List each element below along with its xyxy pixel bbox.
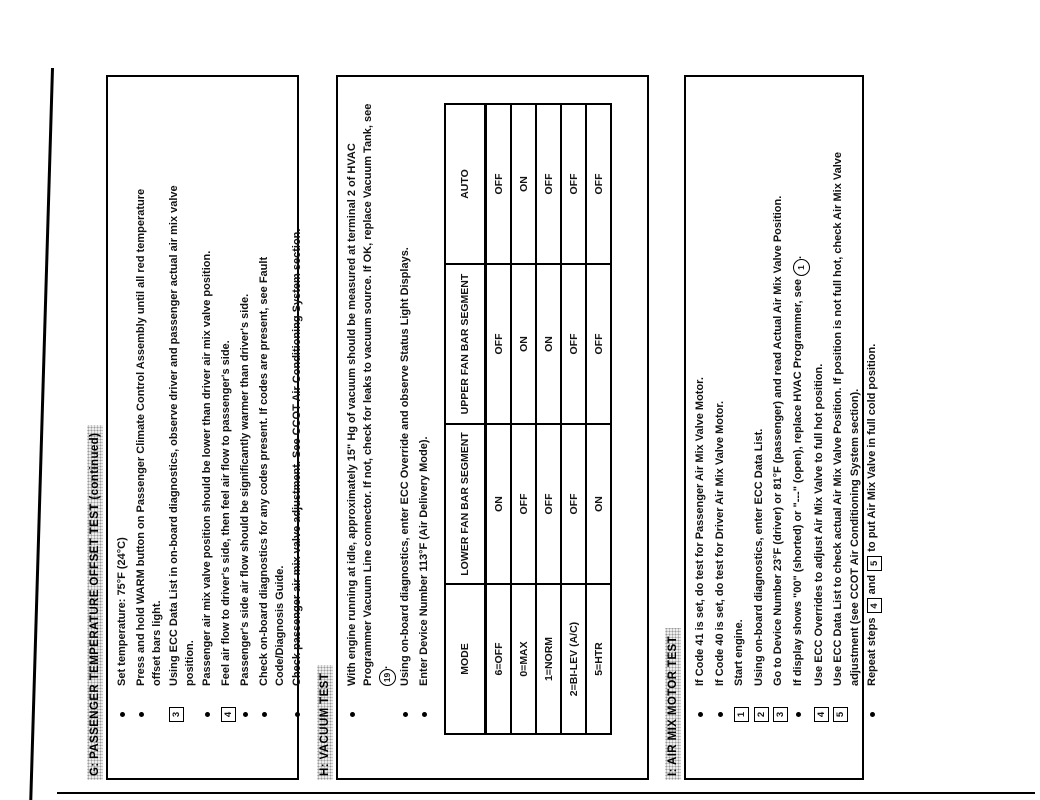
mode-cell: 6=OFF	[486, 584, 512, 734]
upper-cell: OFF	[586, 264, 611, 424]
bullet-icon	[864, 686, 883, 722]
bullet-list	[692, 85, 883, 770]
table-row	[561, 104, 586, 734]
item-text-post: .	[791, 255, 804, 259]
lower-cell: ON	[486, 424, 512, 584]
column-header-auto: AUTO	[445, 104, 486, 264]
step-marker	[830, 686, 863, 722]
section-box	[684, 75, 880, 780]
step-number-badge: 5	[867, 556, 882, 571]
auto-cell: OFF	[486, 104, 512, 264]
mode-cell: 5=HTR	[586, 584, 611, 734]
item-text-mid: and	[866, 571, 878, 598]
step-number-badge: 3	[773, 707, 788, 722]
list-item	[416, 85, 434, 722]
step-number-badge: 3	[169, 707, 184, 722]
item-text: Go to Device Number 23°F (driver) or 81°F (passenger) and read Actual Air Mix Valve Position.	[772, 195, 784, 686]
column-header-mode: MODE	[445, 584, 486, 734]
bullet-icon	[133, 686, 165, 722]
auto-cell: OFF	[586, 104, 611, 264]
item-text: Using on-board diagnostics, enter ECC Data List.	[752, 428, 765, 686]
column-header-lower-fan-bar: LOWER FAN BAR SEGMENT	[445, 424, 486, 584]
page-edge-line-left	[29, 68, 54, 800]
list-item	[166, 85, 198, 722]
list-item	[114, 85, 132, 722]
section-passenger-temperature-offset-test	[85, 70, 303, 780]
bullet-icon	[237, 686, 255, 722]
step-number-badge: 4	[814, 707, 829, 722]
step-number-badge: 4	[221, 707, 236, 722]
bullet-icon	[256, 686, 288, 722]
auto-cell: OFF	[536, 104, 561, 264]
upper-cell: ON	[511, 264, 536, 424]
lower-cell: ON	[586, 424, 611, 584]
item-text: Use ECC Overrides to adjust Air Mix Valve to full hot position.	[812, 363, 825, 686]
list-item	[397, 85, 415, 722]
item-text: Passenger's side air flow should be significantly warmer than driver's side.	[239, 293, 251, 686]
item-text: Using ECC Data List in on-board diagnostics, observe driver and passenger actual air mix valve position.	[168, 185, 196, 686]
section-air-mix-motor-test	[663, 70, 880, 780]
circled-ref-number: 19	[379, 669, 396, 686]
upper-cell: OFF	[486, 264, 512, 424]
list-item	[731, 85, 750, 722]
table-row	[536, 104, 561, 734]
list-item	[237, 85, 255, 722]
mode-table-wrapper	[444, 85, 612, 735]
item-text: Press and hold WARM button on Passenger Climate Control Assembly until all red temperature offset bars light.	[135, 188, 163, 686]
item-text-pre: Repeat steps	[866, 614, 878, 686]
item-text-post: to put Air Mix Valve in full cold position.	[866, 343, 878, 555]
item-text: Check passenger air mix valve adjustment. See CCOT Air Conditioning System section.	[291, 228, 303, 686]
list-item	[770, 85, 789, 722]
bullet-icon	[397, 686, 415, 722]
lower-cell: OFF	[511, 424, 536, 584]
item-text: Feel air flow to driver's side, then feel air flow to passenger's side.	[220, 340, 232, 686]
step-marker	[770, 686, 789, 722]
item-text-post: .	[378, 665, 390, 669]
section-box	[106, 75, 303, 780]
table-row	[511, 104, 536, 734]
step-number-badge: 5	[833, 707, 848, 722]
bullet-icon	[712, 686, 731, 722]
table-row	[486, 104, 512, 734]
item-text-pre: With engine running at idle, approximately 15" Hg of vacuum should be measured at terminal 2 of HVAC Programmer Vacuum Line connector. If not, check for leaks to vacuum source. If OK, replace Vacuum Tank, see	[346, 103, 374, 686]
item-text: Start engine.	[733, 619, 745, 686]
item-text: If Code 41 is set, do test for Passenger Air Mix Valve Motor.	[694, 377, 706, 686]
list-item	[218, 85, 236, 722]
mode-cell: 2=BI-LEV (A/C)	[561, 584, 586, 734]
section-vacuum-test	[315, 70, 649, 780]
auto-cell: OFF	[561, 104, 586, 264]
list-item	[133, 85, 165, 722]
section-box	[336, 75, 649, 780]
lower-cell: OFF	[536, 424, 561, 584]
list-item	[289, 85, 307, 722]
list-item	[751, 85, 770, 722]
table-header-row	[445, 104, 486, 734]
list-item	[811, 85, 830, 722]
step-number-badge: 1	[734, 707, 749, 722]
rotated-content	[85, 70, 880, 790]
list-item	[344, 85, 396, 722]
item-text: Set temperature: 75°F (24°C)	[116, 537, 128, 686]
table-row	[586, 104, 611, 734]
bullet-icon	[692, 686, 711, 722]
upper-cell: ON	[536, 264, 561, 424]
step-number-badge: 4	[867, 598, 882, 613]
bullet-icon	[790, 686, 810, 722]
list-item	[692, 85, 711, 722]
item-text	[344, 86, 396, 686]
list-item	[256, 85, 288, 722]
bullet-icon	[416, 686, 434, 722]
step-marker	[731, 686, 750, 722]
step-marker	[166, 686, 198, 722]
item-text: Use ECC Data List to check actual Air Mix Valve Position. If position is not full hot, check Air Mix Valve adjustment (see CCOT Air Conditioning System section).	[832, 151, 861, 686]
item-text: Using on-board diagnostics, enter ECC Override and observe Status Light Displays.	[399, 247, 411, 686]
item-text: Enter Device Number 113°F (Air Delivery Mode).	[418, 436, 430, 686]
bullet-list	[114, 85, 307, 770]
circled-ref-number: 1	[793, 259, 810, 276]
item-text: Check on-board diagnostics for any codes present. If codes are present, see Fault Code/Diagnosis Guide.	[258, 256, 286, 686]
list-item	[199, 85, 217, 722]
section-title: G: PASSENGER TEMPERATURE OFFSET TEST (continued)	[87, 425, 103, 780]
column-header-upper-fan-bar: UPPER FAN BAR SEGMENT	[445, 264, 486, 424]
bullet-icon	[289, 686, 307, 722]
auto-cell: ON	[511, 104, 536, 264]
section-title: H: VACUUM TEST	[317, 665, 333, 780]
list-item	[864, 85, 883, 722]
step-marker	[811, 686, 830, 722]
item-text: Passenger air mix valve position should be lower than driver air mix valve position.	[201, 250, 213, 686]
bullet-icon	[199, 686, 217, 722]
step-marker	[218, 686, 236, 722]
item-text: If Code 40 is set, do test for Driver Air Mix Valve Motor.	[713, 400, 726, 686]
bullet-list	[344, 85, 434, 770]
upper-cell: OFF	[561, 264, 586, 424]
mode-cell: 0=MAX	[511, 584, 536, 734]
list-item	[790, 85, 810, 722]
step-number-badge: 2	[754, 707, 769, 722]
section-title: I: AIR MIX MOTOR TEST	[665, 628, 681, 780]
item-text	[790, 256, 810, 686]
lower-cell: OFF	[561, 424, 586, 584]
step-marker	[751, 686, 770, 722]
list-item	[830, 85, 863, 722]
page-edge-line-bottom	[57, 792, 1035, 794]
mode-cell: 1=NORM	[536, 584, 561, 734]
bullet-icon	[344, 686, 396, 722]
item-text-pre: If display shows "00" (shorted) or "---" (open), replace HVAC Programmer, see	[791, 275, 804, 686]
list-item	[712, 85, 731, 722]
bullet-icon	[114, 686, 132, 722]
mode-table	[444, 103, 612, 735]
item-text	[864, 344, 883, 686]
